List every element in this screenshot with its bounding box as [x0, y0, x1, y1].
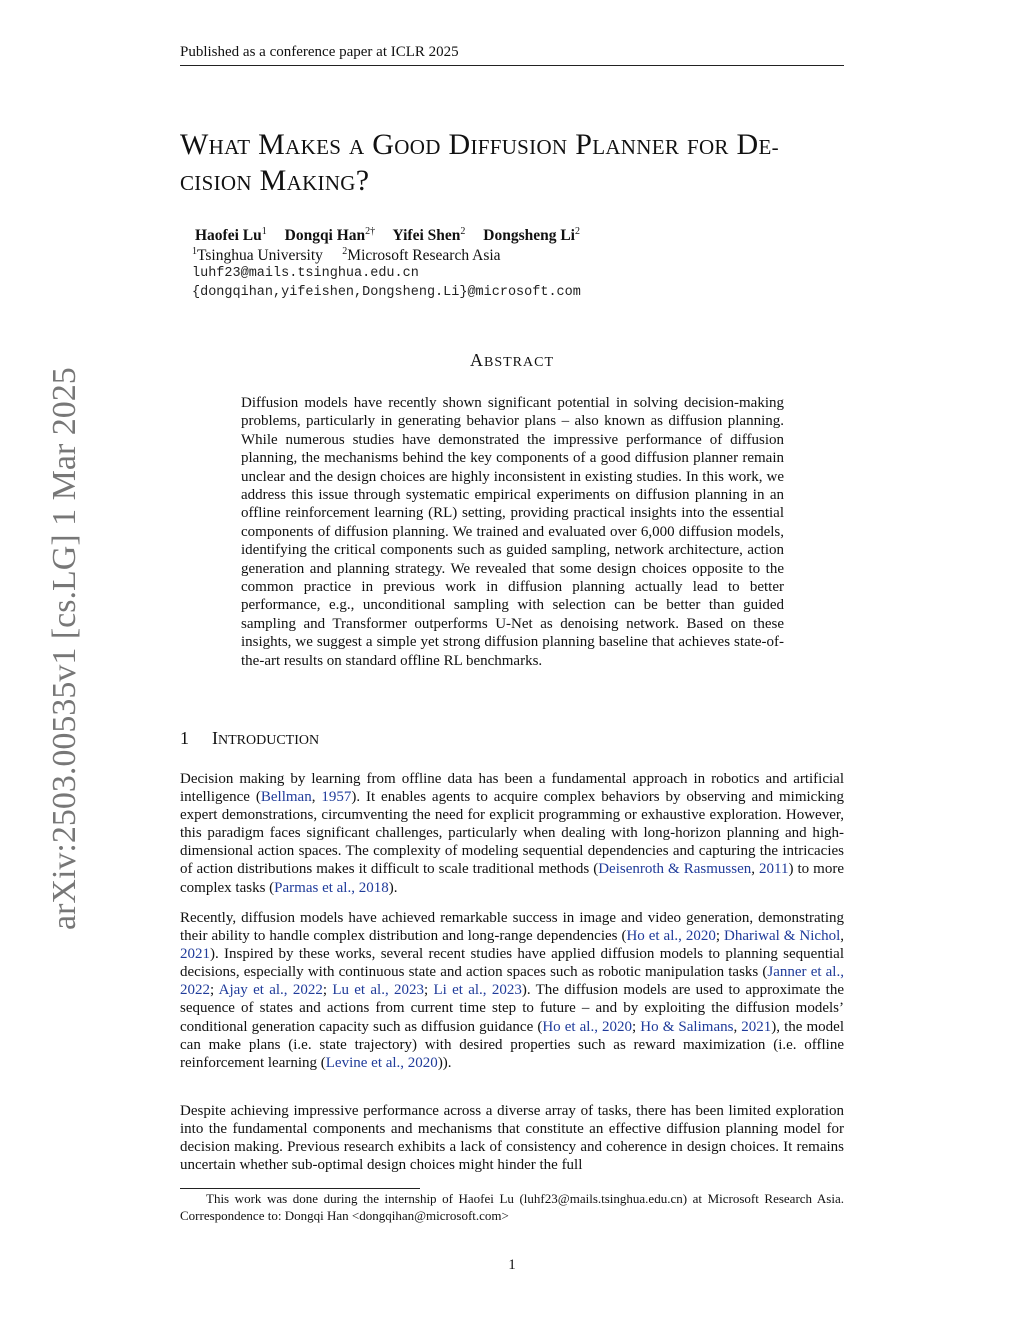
citation-link[interactable]: Levine et al., 2020 — [325, 1054, 438, 1071]
author-email: luhf23@mails.tsinghua.edu.cn — [192, 266, 419, 281]
footnote: This work was done during the internship of Haofei Lu (luhf23@mails.tsinghua.edu.cn) at Microsoft Research Asia. Correspondence to: Dongqi Han <dongqihan@microsoft.com> — [180, 1191, 844, 1223]
author: Yifei Shen$^2$ — [392, 226, 466, 245]
author: Dongqi Han$^{2\dagger}$ — [284, 226, 376, 245]
citation-link[interactable]: 2011 — [759, 861, 789, 878]
citation-link[interactable]: Parmas et al., 2018 — [274, 879, 389, 896]
arxiv-identifier: arXiv:2503.00535v1 [cs.LG] 1 Mar 2025 — [46, 367, 83, 930]
section-heading: 1 INTRODUCTION — [180, 728, 320, 748]
author-email: {dongqihan,yifeishen,Dongsheng.Li}@microsoft.com — [192, 285, 581, 300]
author: Dongsheng Li$^2$ — [483, 226, 580, 245]
header-rule — [180, 65, 844, 66]
affiliations: $^1$Tsinghua University $^2$Microsoft Research Asia — [192, 246, 501, 265]
citation-link[interactable]: Li et al., 2023 — [433, 982, 522, 999]
citation-link[interactable]: Ho et al., 2020 — [626, 928, 716, 945]
running-header: Published as a conference paper at ICLR 2025 — [180, 44, 459, 60]
citation-link[interactable]: Ajay et al., 2022 — [218, 982, 323, 999]
paragraph: Decision making by learning from offline data has been a fundamental approach in robotics and artificial intelligence (Bellman, 1957). It enables agents to acquire complex behaviors by observing and mimicking expert demonstrations, circumventing the need for explicit programming or exhaustive exploration. However, this paradigm faces significant challenges, particularly when dealing with long-horizon planning and high-dimensional action spaces. The complexity of modeling sequential dependencies and capturing the intricacies of action distributions makes it difficult to scale traditional methods (Deisenroth & Rasmussen, 2011) to more complex tasks (Parmas et al., 2018). — [180, 771, 845, 896]
citation-link[interactable]: Deisenroth & Rasmussen — [598, 861, 752, 878]
abstract-heading: ABSTRACT — [469, 350, 554, 370]
citation-link[interactable]: Ho et al., 2020 — [542, 1018, 633, 1035]
author: Haofei Lu$^1$ — [195, 226, 267, 245]
citation-link[interactable]: Bellman — [260, 789, 312, 806]
citation-link[interactable]: Ho & Salimans — [640, 1018, 734, 1035]
paragraph: Despite achieving impressive performance across a diverse array of tasks, there has been limited exploration into the fundamental components and mechanisms that constitute an effective diffusion planning model for decision making. Previous research exhibits a lack of consistency and coherence in design choices. It remains uncertain whether sub-optimal design choices might hinder the full — [180, 1103, 844, 1174]
arxiv-sidebar — [16, 360, 83, 930]
citation-link[interactable]: 2021 — [741, 1018, 772, 1035]
citation-link[interactable]: 1957 — [321, 789, 352, 806]
page-number: 1 — [508, 1257, 516, 1273]
paragraph: Recently, diffusion models have achieved remarkable success in image and video generation, demonstrating their ability to handle complex distribution and long-range dependencies (Ho et al., 2020; Dhariwal & Nichol, 2021). Inspired by these works, several recent studies have applied diffusion models to planning sequential decisions, especially with continuous state and action spaces such as robotic manipulation tasks (Janner et al., 2022; Ajay et al., 2022; Lu et al., 2023; Li et al., 2023). The diffusion models are used to approximate the sequence of states and actions from current time step to future – and by exploiting the diffusion models’ conditional generation capacity such as diffusion guidance (Ho et al., 2020; Ho & Salimans, 2021), the model can make plans (i.e. state trajectory) with desired properties such as reward maximization (i.e. offline reinforcement learning (Levine et al., 2020)). — [180, 910, 845, 1071]
paper-title: WHAT MAKES A GOOD DIFFUSION PLANNER FOR DE- CISION MAKING? — [180, 128, 779, 197]
citation-link[interactable]: Lu et al., 2023 — [332, 982, 425, 999]
footnote-rule — [180, 1188, 420, 1189]
abstract-text: Diffusion models have recently shown significant potential in solving decision-making problems, particularly in generating behavior plans – also known as diffusion planning. While numerous studies have demonstrated the impressive performance of diffusion planning, the mechanisms behind the key components of a good diffusion planner remain unclear and the design choices are highly inconsistent in existing studies. In this work, we address this issue through systematic empirical experiments on diffusion planning in an offline reinforcement learning (RL) setting, providing practical insights into the essential components of diffusion planning. We trained and evaluated over 6,000 diffusion models, identifying the critical components such as guided sampling, network architecture, action generation and planning strategy. We revealed that some design choices opposite to the common practice in previous work in diffusion planning actually lead to better performance, e.g., unconditional sampling with selection can be better than guided sampling and Transformer outperforms U-Net as denoising network. Based on these insights, we suggest a simple yet strong diffusion planning baseline that achieves state-of-the-art results on standard offline RL benchmarks. — [241, 395, 784, 669]
citation-link[interactable]: 2021 — [180, 946, 210, 963]
author-list — [195, 226, 594, 245]
citation-link[interactable]: Dhariwal & Nichol — [724, 928, 841, 945]
citation-link[interactable]: Janner et al., 2022 — [180, 964, 844, 999]
